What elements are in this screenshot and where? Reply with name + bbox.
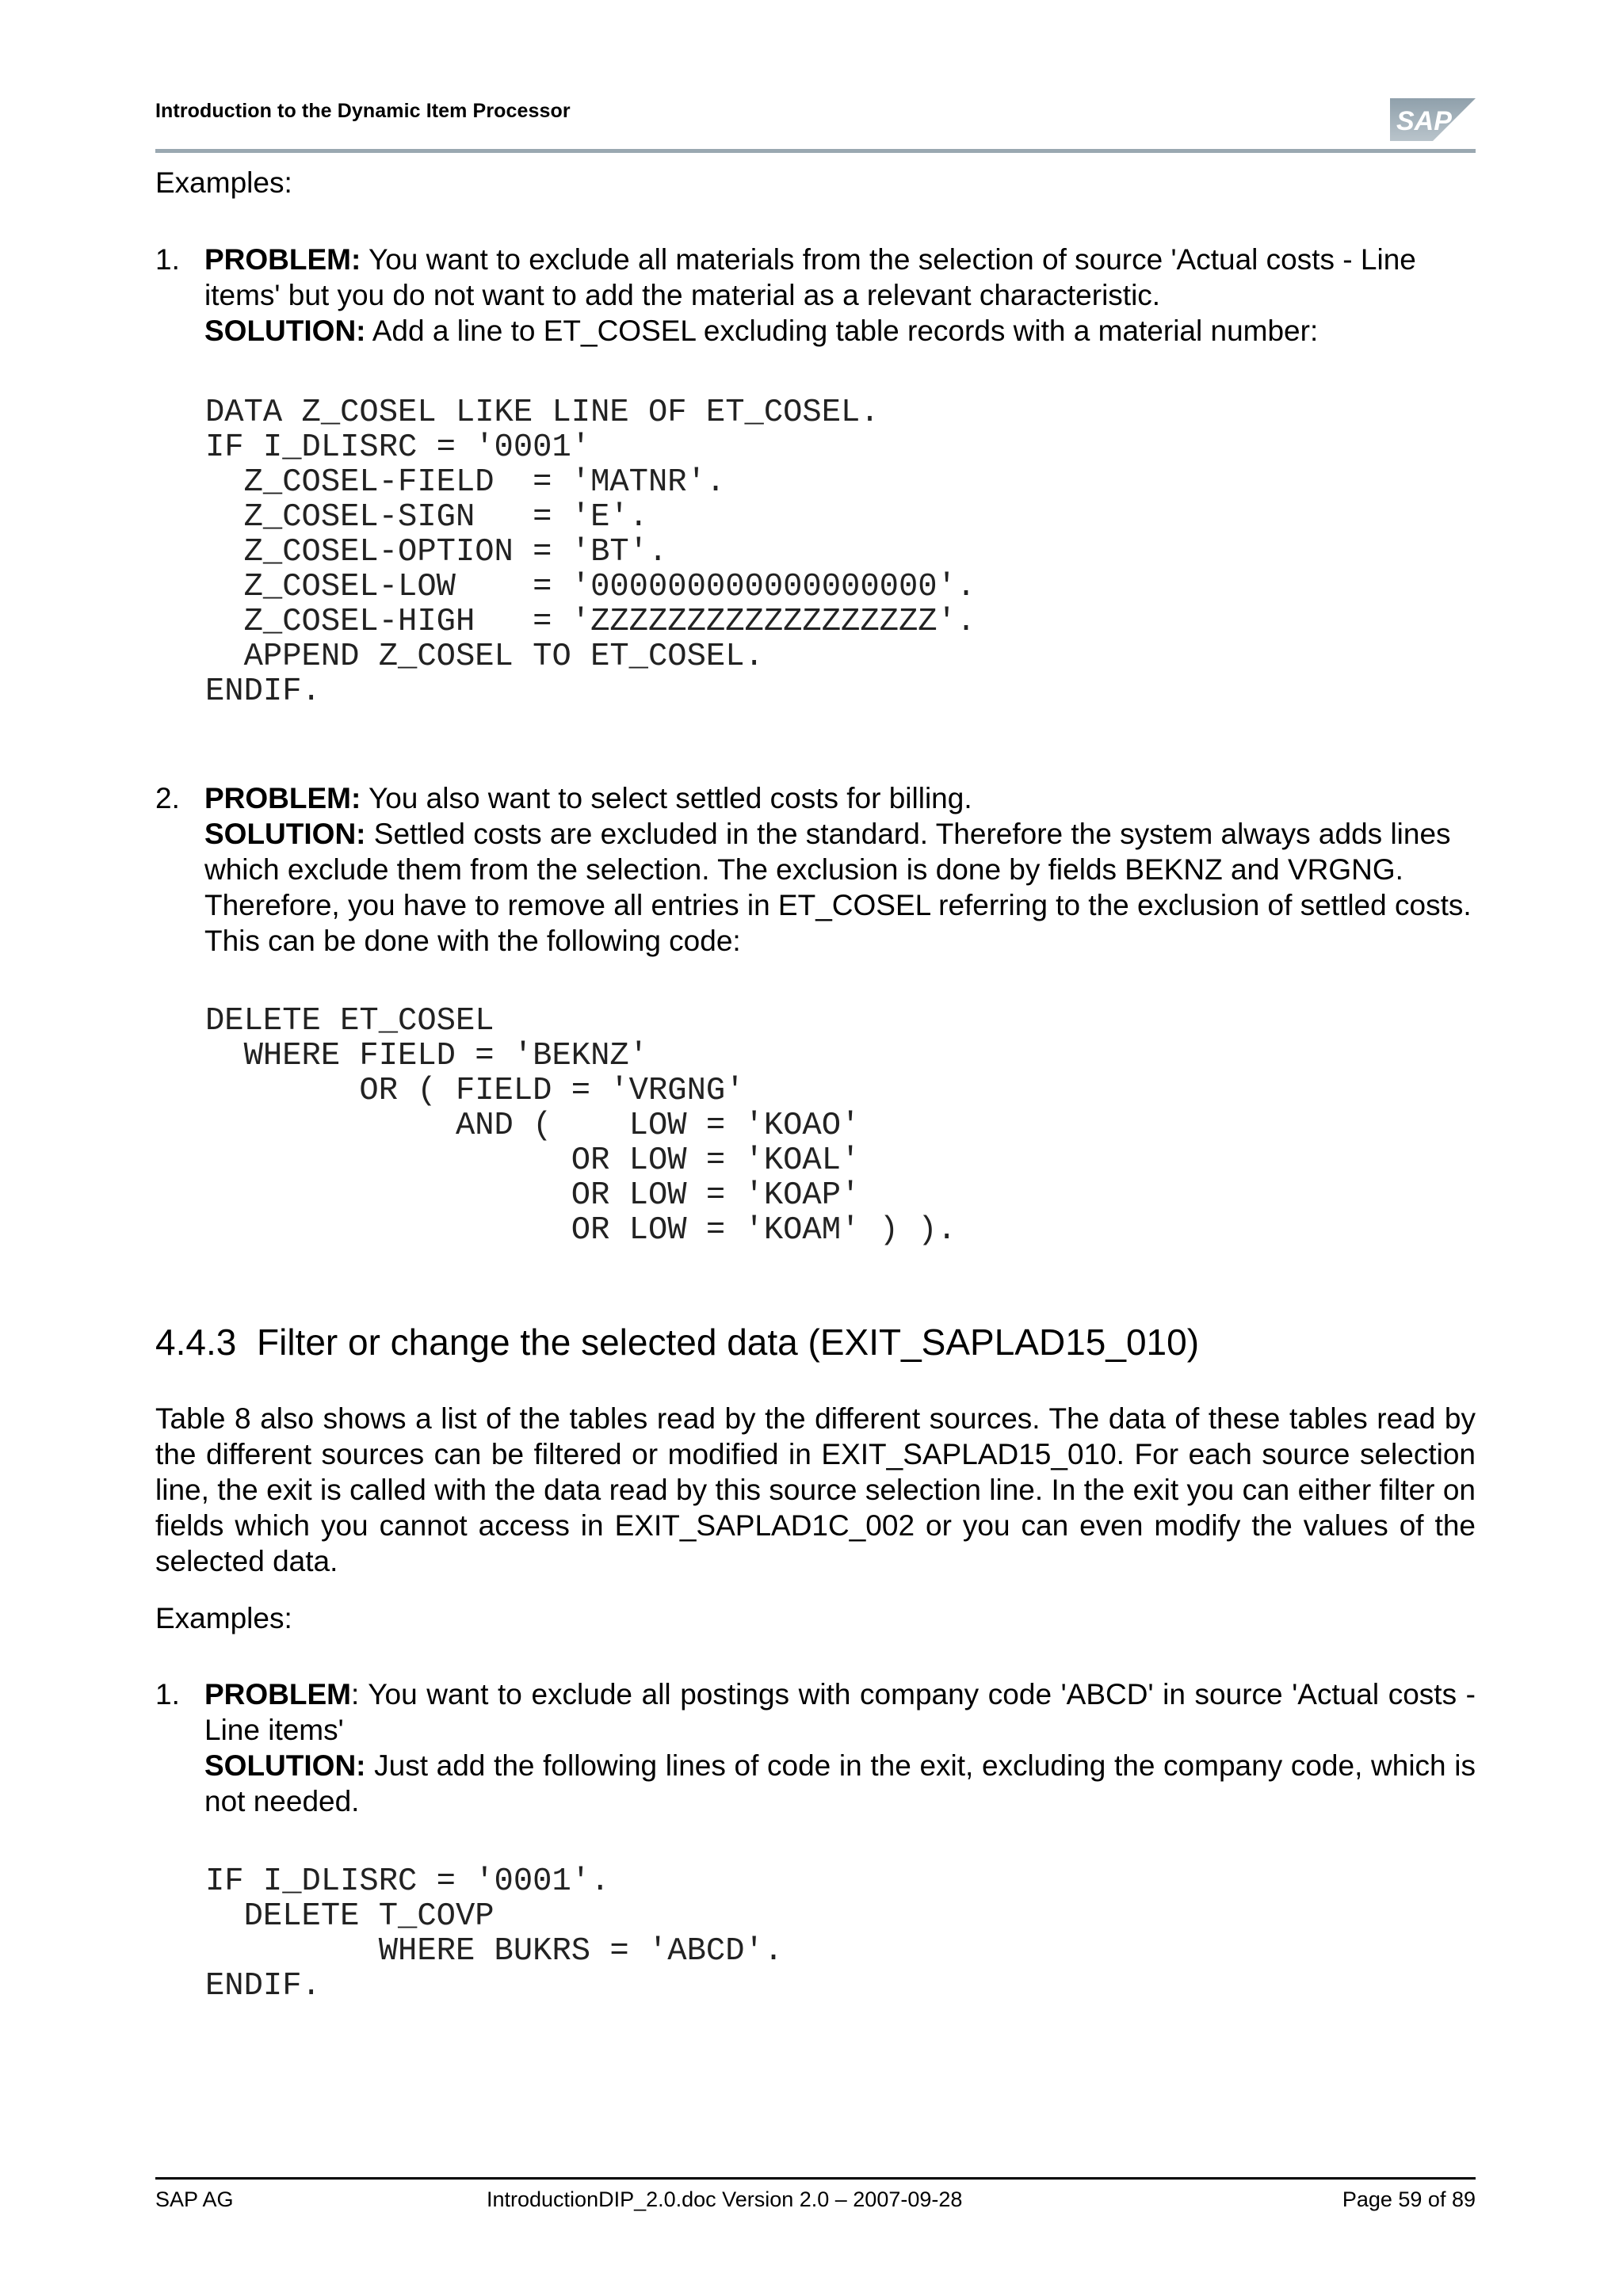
problem-text: : You want to exclude all postings with company code 'ABCD' in source 'Actual costs - Line items' bbox=[204, 1678, 1476, 1746]
problem-text: You want to exclude all materials from the selection of source 'Actual costs - Line items' but you do not want to add the material as a relevant characteristic. bbox=[204, 243, 1416, 311]
document-header-title: Introduction to the Dynamic Item Processor bbox=[155, 100, 571, 122]
section-number: 4.4.3 bbox=[155, 1322, 237, 1363]
problem-paragraph bbox=[204, 242, 1476, 313]
code-block-exclude-material: DATA Z_COSEL LIKE LINE OF ET_COSEL. IF I_DLISRC = '0001' Z_COSEL-FIELD = 'MATNR'. Z_COSEL-SIGN = 'E'. Z_COSEL-OPTION = 'BT'. Z_COSEL-LOW = '000000000000000000'. Z_COSEL-HIGH = 'ZZZZZZZZZZZZZZZZZZ'. APPEND Z_COSEL TO ET_COSEL. ENDIF. bbox=[205, 395, 976, 710]
solution-text: Settled costs are excluded in the standard. Therefore the system always adds lines which exclude them from the selection. The exclusion is done by fields BEKNZ and VRGNG. Therefore, you have to remove all entries in ET_COSEL referring to the exclusion of settled costs. This can be done with the following code: bbox=[204, 818, 1472, 957]
list-number: 2. bbox=[155, 782, 180, 814]
section-paragraph: Table 8 also shows a list of the tables read by the different sources. The data of these tables read by the different sources can be filtered or modified in EXIT_SAPLAD15_010. For each source selection line, the exit is called with the data read by this source selection line. In the exit you can either filter on fields which you cannot access in EXIT_SAPLAD1C_002 or you can even modify the values of the selected data. bbox=[155, 1402, 1476, 1577]
footer-divider bbox=[155, 2177, 1476, 2180]
problem-label: PROBLEM: bbox=[204, 243, 361, 276]
code-block-delete-company-code: IF I_DLISRC = '0001'. DELETE T_COVP WHERE BUKRS = 'ABCD'. ENDIF. bbox=[205, 1863, 784, 2004]
solution-label: SOLUTION: bbox=[204, 315, 366, 347]
code-block-delete-settled: DELETE ET_COSEL WHERE FIELD = 'BEKNZ' OR ( FIELD = 'VRGNG' AND ( LOW = 'KOAO' OR LOW = 'KOAL' OR LOW = 'KOAP' OR LOW = 'KOAM' ) ). bbox=[205, 1003, 957, 1249]
footer-company: SAP AG bbox=[155, 2187, 234, 2211]
footer-page-number: Page 59 of 89 bbox=[1342, 2187, 1476, 2211]
solution-text: Add a line to ET_COSEL excluding table records with a material number: bbox=[365, 315, 1319, 347]
examples-label: Examples: bbox=[155, 166, 292, 199]
solution-label: SOLUTION: bbox=[204, 818, 366, 850]
problem-text: You also want to select settled costs for billing. bbox=[361, 782, 972, 814]
section-heading bbox=[155, 1320, 1199, 1364]
sap-logo bbox=[1390, 98, 1476, 141]
section-title: Filter or change the selected data (EXIT_SAPLAD15_010) bbox=[257, 1322, 1200, 1363]
section-examples-label: Examples: bbox=[155, 1602, 292, 1634]
problem-label: PROBLEM: bbox=[204, 782, 361, 814]
solution-label: SOLUTION: bbox=[204, 1749, 366, 1782]
problem-paragraph bbox=[204, 1676, 1476, 1748]
list-number: 1. bbox=[155, 1678, 180, 1711]
footer-document: IntroductionDIP_2.0.doc Version 2.0 – 2007-09-28 bbox=[487, 2187, 963, 2211]
solution-paragraph bbox=[204, 313, 1476, 349]
problem-label: PROBLEM bbox=[204, 1678, 351, 1711]
solution-text: Just add the following lines of code in the exit, excluding the company code, which is not needed. bbox=[204, 1749, 1476, 1817]
list-number: 1. bbox=[155, 243, 180, 276]
solution-paragraph bbox=[204, 1748, 1476, 1819]
solution-paragraph bbox=[204, 816, 1476, 959]
problem-paragraph bbox=[204, 780, 1476, 816]
svg-text:SAP: SAP bbox=[1396, 106, 1452, 136]
header-divider bbox=[155, 149, 1476, 153]
